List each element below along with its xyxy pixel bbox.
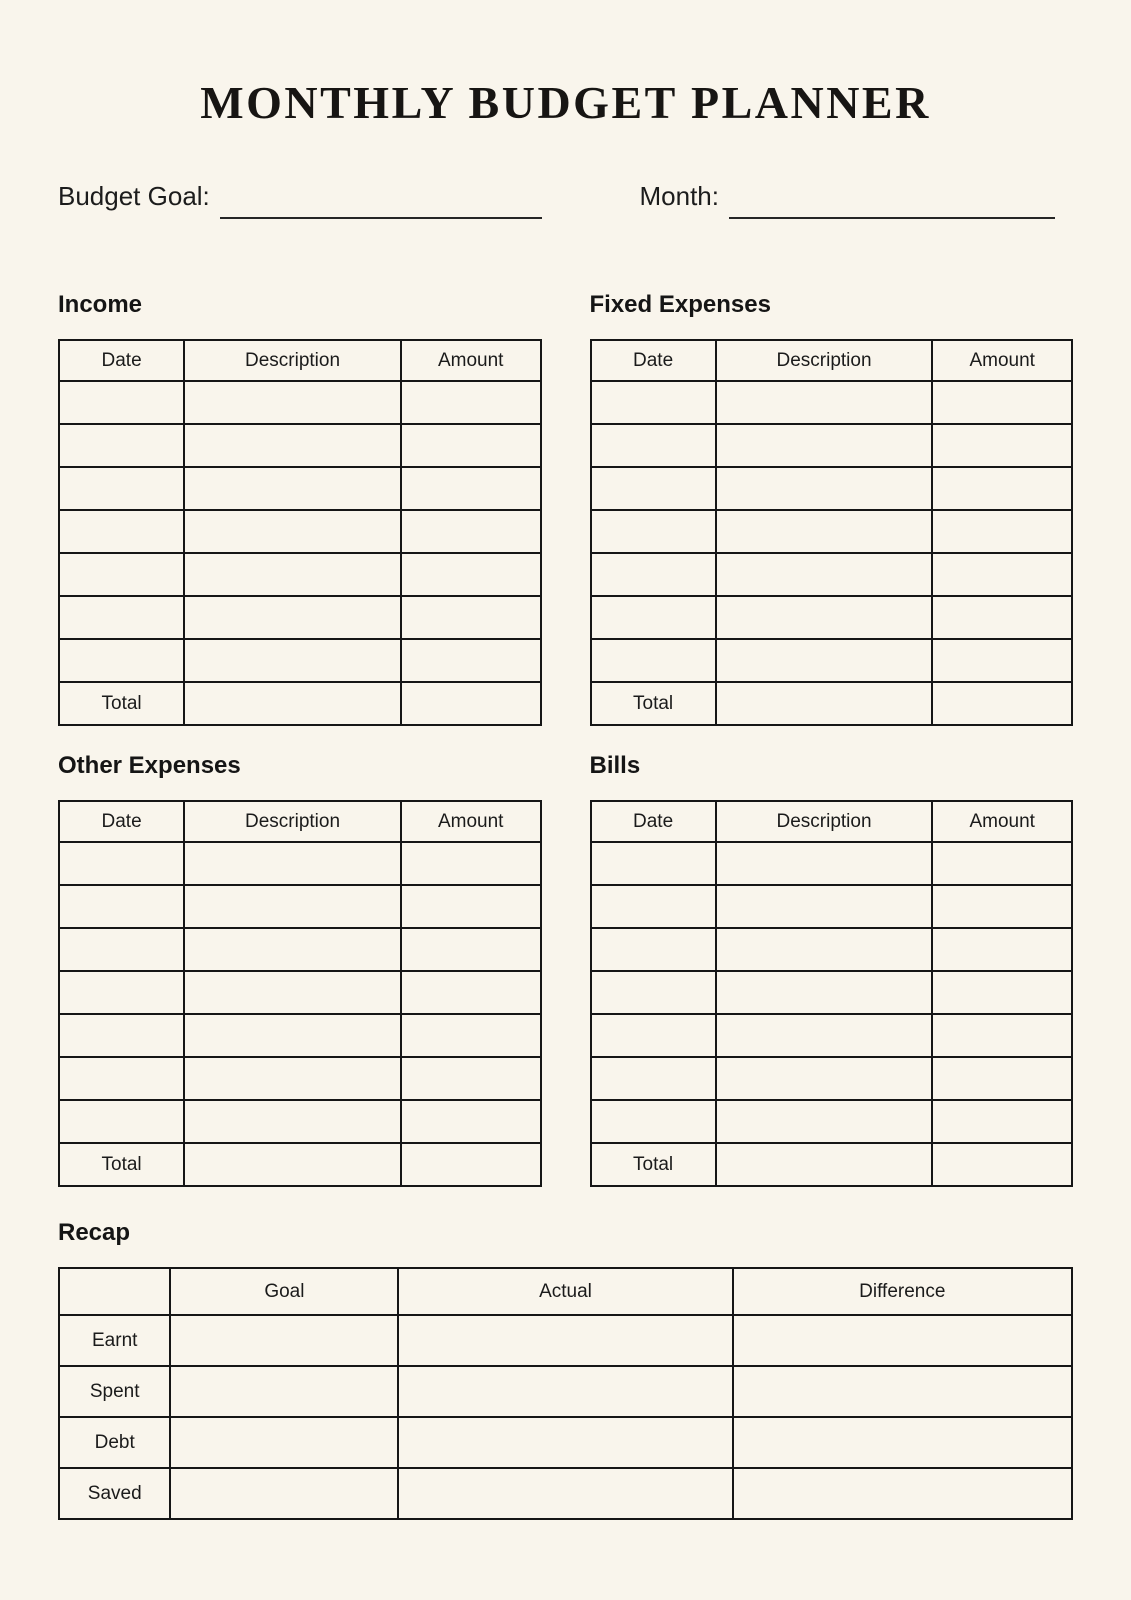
fixed-expenses-empty-cell-description[interactable] xyxy=(716,424,933,467)
fixed-expenses-empty-cell-date[interactable] xyxy=(591,596,716,639)
fixed-expenses-empty-cell-amount[interactable] xyxy=(932,467,1072,510)
bills-empty-cell-amount[interactable] xyxy=(932,1100,1072,1143)
column-header-amount: Amount xyxy=(932,801,1072,842)
total-label: Total xyxy=(591,1143,716,1186)
bills-total-empty-cell[interactable] xyxy=(932,1143,1072,1186)
column-header-amount: Amount xyxy=(401,801,541,842)
other-expenses-table xyxy=(58,800,542,1187)
recap-row-label: Saved xyxy=(59,1468,170,1519)
other-expenses-empty-cell-description[interactable] xyxy=(184,1057,401,1100)
header-fields-row xyxy=(58,177,1073,219)
recap-table xyxy=(58,1267,1073,1520)
total-row xyxy=(591,1143,1073,1186)
section-other-expenses xyxy=(58,752,542,1187)
fixed-expenses-empty-cell-date[interactable] xyxy=(591,553,716,596)
income-empty-cell-date[interactable] xyxy=(59,381,184,424)
income-total-empty-cell[interactable] xyxy=(401,682,541,725)
bills-empty-cell-date[interactable] xyxy=(591,928,716,971)
table-row xyxy=(591,1014,1073,1057)
other-expenses-empty-cell-date[interactable] xyxy=(59,928,184,971)
column-header-date: Date xyxy=(59,340,184,381)
table-row xyxy=(59,510,541,553)
table-row xyxy=(591,1100,1073,1143)
section-income xyxy=(58,291,542,726)
other-expenses-empty-cell-description[interactable] xyxy=(184,1100,401,1143)
table-row xyxy=(591,553,1073,596)
total-label: Total xyxy=(59,1143,184,1186)
month-blank-line[interactable] xyxy=(729,217,1055,219)
bills-empty-cell-description[interactable] xyxy=(716,1014,933,1057)
column-header-amount: Amount xyxy=(401,340,541,381)
fixed-expenses-empty-cell-description[interactable] xyxy=(716,553,933,596)
month-field xyxy=(590,177,1074,219)
income-empty-cell-date[interactable] xyxy=(59,639,184,682)
section-bills xyxy=(590,752,1074,1187)
table-row xyxy=(591,467,1073,510)
income-empty-cell-amount[interactable] xyxy=(401,553,541,596)
other-expenses-empty-cell-description[interactable] xyxy=(184,1014,401,1057)
recap-empty-cell-earnt-actual[interactable] xyxy=(398,1315,732,1366)
fixed-expenses-empty-cell-description[interactable] xyxy=(716,510,933,553)
bills-empty-cell-description[interactable] xyxy=(716,1100,933,1143)
table-row xyxy=(591,1057,1073,1100)
recap-row-label: Spent xyxy=(59,1366,170,1417)
other-expenses-empty-cell-amount[interactable] xyxy=(401,971,541,1014)
recap-row-spent xyxy=(59,1366,1072,1417)
fixed-expenses-table xyxy=(590,339,1074,726)
bills-empty-cell-description[interactable] xyxy=(716,971,933,1014)
other-expenses-empty-cell-date[interactable] xyxy=(59,885,184,928)
column-header-description: Description xyxy=(716,340,933,381)
column-header-date: Date xyxy=(591,801,716,842)
column-header-description: Description xyxy=(184,340,401,381)
bills-empty-cell-date[interactable] xyxy=(591,1057,716,1100)
income-empty-cell-amount[interactable] xyxy=(401,596,541,639)
recap-empty-cell-earnt-difference[interactable] xyxy=(733,1315,1072,1366)
income-empty-cell-description[interactable] xyxy=(184,553,401,596)
recap-section xyxy=(58,1219,1073,1520)
total-label: Total xyxy=(591,682,716,725)
fixed-expenses-empty-cell-description[interactable] xyxy=(716,639,933,682)
section-heading-income: Income xyxy=(58,291,143,318)
budget-tables-grid xyxy=(58,291,1073,1187)
income-empty-cell-description[interactable] xyxy=(184,467,401,510)
table-row xyxy=(591,885,1073,928)
table-row xyxy=(591,510,1073,553)
table-row xyxy=(59,1100,541,1143)
recap-empty-cell-spent-actual[interactable] xyxy=(398,1366,732,1417)
fixed-expenses-total-empty-cell[interactable] xyxy=(716,682,933,725)
recap-empty-cell-spent-difference[interactable] xyxy=(733,1366,1072,1417)
total-label: Total xyxy=(59,682,184,725)
income-empty-cell-description[interactable] xyxy=(184,510,401,553)
table-row xyxy=(59,928,541,971)
recap-column-header-goal: Goal xyxy=(170,1268,398,1315)
recap-column-header-actual: Actual xyxy=(398,1268,732,1315)
fixed-expenses-empty-cell-description[interactable] xyxy=(716,467,933,510)
bills-empty-cell-date[interactable] xyxy=(591,971,716,1014)
income-empty-cell-date[interactable] xyxy=(59,510,184,553)
bills-empty-cell-amount[interactable] xyxy=(932,842,1072,885)
other-expenses-empty-cell-date[interactable] xyxy=(59,971,184,1014)
other-expenses-total-empty-cell[interactable] xyxy=(184,1143,401,1186)
table-row xyxy=(591,596,1073,639)
column-header-description: Description xyxy=(716,801,933,842)
other-expenses-empty-cell-amount[interactable] xyxy=(401,928,541,971)
bills-empty-cell-amount[interactable] xyxy=(932,1057,1072,1100)
income-empty-cell-description[interactable] xyxy=(184,381,401,424)
income-table xyxy=(58,339,542,726)
budget-goal-blank-line[interactable] xyxy=(220,217,542,219)
fixed-expenses-empty-cell-description[interactable] xyxy=(716,381,933,424)
bills-total-empty-cell[interactable] xyxy=(716,1143,933,1186)
section-heading-other-expenses: Other Expenses xyxy=(58,752,241,779)
table-row xyxy=(591,424,1073,467)
recap-row-saved xyxy=(59,1468,1072,1519)
bills-empty-cell-date[interactable] xyxy=(591,842,716,885)
section-heading-bills: Bills xyxy=(589,752,641,779)
income-empty-cell-description[interactable] xyxy=(184,424,401,467)
other-expenses-empty-cell-amount[interactable] xyxy=(401,885,541,928)
fixed-expenses-total-empty-cell[interactable] xyxy=(932,682,1072,725)
table-row xyxy=(591,381,1073,424)
income-empty-cell-amount[interactable] xyxy=(401,639,541,682)
fixed-expenses-empty-cell-amount[interactable] xyxy=(932,381,1072,424)
page-title: MONTHLY BUDGET PLANNER xyxy=(200,77,931,128)
other-expenses-empty-cell-description[interactable] xyxy=(184,928,401,971)
column-header-description: Description xyxy=(184,801,401,842)
income-empty-cell-amount[interactable] xyxy=(401,510,541,553)
recap-empty-cell-earnt-goal[interactable] xyxy=(170,1315,398,1366)
total-row xyxy=(59,1143,541,1186)
recap-column-header-difference: Difference xyxy=(733,1268,1072,1315)
total-row xyxy=(59,682,541,725)
table-row xyxy=(59,553,541,596)
other-expenses-total-empty-cell[interactable] xyxy=(401,1143,541,1186)
bills-empty-cell-date[interactable] xyxy=(591,1100,716,1143)
fixed-expenses-empty-cell-amount[interactable] xyxy=(932,596,1072,639)
bills-empty-cell-description[interactable] xyxy=(716,928,933,971)
recap-row-earnt xyxy=(59,1315,1072,1366)
other-expenses-empty-cell-description[interactable] xyxy=(184,842,401,885)
income-total-empty-cell[interactable] xyxy=(184,682,401,725)
fixed-expenses-empty-cell-date[interactable] xyxy=(591,467,716,510)
bills-empty-cell-date[interactable] xyxy=(591,885,716,928)
bills-empty-cell-date[interactable] xyxy=(591,1014,716,1057)
table-row xyxy=(591,971,1073,1014)
bills-empty-cell-amount[interactable] xyxy=(932,928,1072,971)
recap-row-debt xyxy=(59,1417,1072,1468)
table-row xyxy=(59,971,541,1014)
other-expenses-empty-cell-date[interactable] xyxy=(59,1014,184,1057)
recap-empty-cell-debt-actual[interactable] xyxy=(398,1417,732,1468)
bills-empty-cell-amount[interactable] xyxy=(932,971,1072,1014)
recap-row-label: Debt xyxy=(59,1417,170,1468)
table-row xyxy=(59,639,541,682)
bills-empty-cell-amount[interactable] xyxy=(932,1014,1072,1057)
recap-empty-cell-saved-difference[interactable] xyxy=(733,1468,1072,1519)
income-empty-cell-description[interactable] xyxy=(184,639,401,682)
table-row xyxy=(591,842,1073,885)
table-row xyxy=(59,467,541,510)
recap-empty-cell-spent-goal[interactable] xyxy=(170,1366,398,1417)
month-label: Month: xyxy=(639,181,719,211)
other-expenses-empty-cell-amount[interactable] xyxy=(401,842,541,885)
column-header-date: Date xyxy=(59,801,184,842)
section-fixed-expenses xyxy=(590,291,1074,726)
recap-heading: Recap xyxy=(58,1219,131,1246)
recap-empty-cell-saved-goal[interactable] xyxy=(170,1468,398,1519)
table-row xyxy=(59,885,541,928)
table-row xyxy=(59,424,541,467)
table-row xyxy=(59,1057,541,1100)
recap-empty-cell-debt-goal[interactable] xyxy=(170,1417,398,1468)
table-row xyxy=(591,928,1073,971)
income-empty-cell-amount[interactable] xyxy=(401,467,541,510)
budget-goal-label: Budget Goal: xyxy=(58,181,210,211)
fixed-expenses-empty-cell-amount[interactable] xyxy=(932,424,1072,467)
other-expenses-empty-cell-amount[interactable] xyxy=(401,1100,541,1143)
fixed-expenses-empty-cell-date[interactable] xyxy=(591,424,716,467)
other-expenses-empty-cell-amount[interactable] xyxy=(401,1057,541,1100)
other-expenses-empty-cell-amount[interactable] xyxy=(401,1014,541,1057)
fixed-expenses-empty-cell-date[interactable] xyxy=(591,381,716,424)
bills-empty-cell-description[interactable] xyxy=(716,1057,933,1100)
recap-row-label: Earnt xyxy=(59,1315,170,1366)
income-empty-cell-amount[interactable] xyxy=(401,381,541,424)
bills-empty-cell-description[interactable] xyxy=(716,842,933,885)
recap-empty-cell-saved-actual[interactable] xyxy=(398,1468,732,1519)
column-header-amount: Amount xyxy=(932,340,1072,381)
bills-empty-cell-amount[interactable] xyxy=(932,885,1072,928)
fixed-expenses-empty-cell-date[interactable] xyxy=(591,510,716,553)
income-empty-cell-amount[interactable] xyxy=(401,424,541,467)
table-row xyxy=(59,596,541,639)
bills-empty-cell-description[interactable] xyxy=(716,885,933,928)
table-row xyxy=(59,381,541,424)
income-empty-cell-date[interactable] xyxy=(59,467,184,510)
recap-empty-cell-debt-difference[interactable] xyxy=(733,1417,1072,1468)
budget-goal-field xyxy=(58,177,542,219)
fixed-expenses-empty-cell-description[interactable] xyxy=(716,596,933,639)
column-header-date: Date xyxy=(591,340,716,381)
table-row xyxy=(59,1014,541,1057)
fixed-expenses-empty-cell-date[interactable] xyxy=(591,639,716,682)
fixed-expenses-empty-cell-amount[interactable] xyxy=(932,510,1072,553)
income-empty-cell-description[interactable] xyxy=(184,596,401,639)
section-heading-fixed-expenses: Fixed Expenses xyxy=(589,291,771,318)
table-row xyxy=(59,842,541,885)
other-expenses-empty-cell-date[interactable] xyxy=(59,842,184,885)
income-empty-cell-date[interactable] xyxy=(59,553,184,596)
bills-table xyxy=(590,800,1074,1187)
table-row xyxy=(591,639,1073,682)
fixed-expenses-empty-cell-amount[interactable] xyxy=(932,553,1072,596)
other-expenses-empty-cell-description[interactable] xyxy=(184,885,401,928)
other-expenses-empty-cell-description[interactable] xyxy=(184,971,401,1014)
recap-corner-cell xyxy=(59,1268,170,1315)
total-row xyxy=(591,682,1073,725)
income-empty-cell-date[interactable] xyxy=(59,424,184,467)
income-empty-cell-date[interactable] xyxy=(59,596,184,639)
fixed-expenses-empty-cell-amount[interactable] xyxy=(932,639,1072,682)
other-expenses-empty-cell-date[interactable] xyxy=(59,1100,184,1143)
other-expenses-empty-cell-date[interactable] xyxy=(59,1057,184,1100)
